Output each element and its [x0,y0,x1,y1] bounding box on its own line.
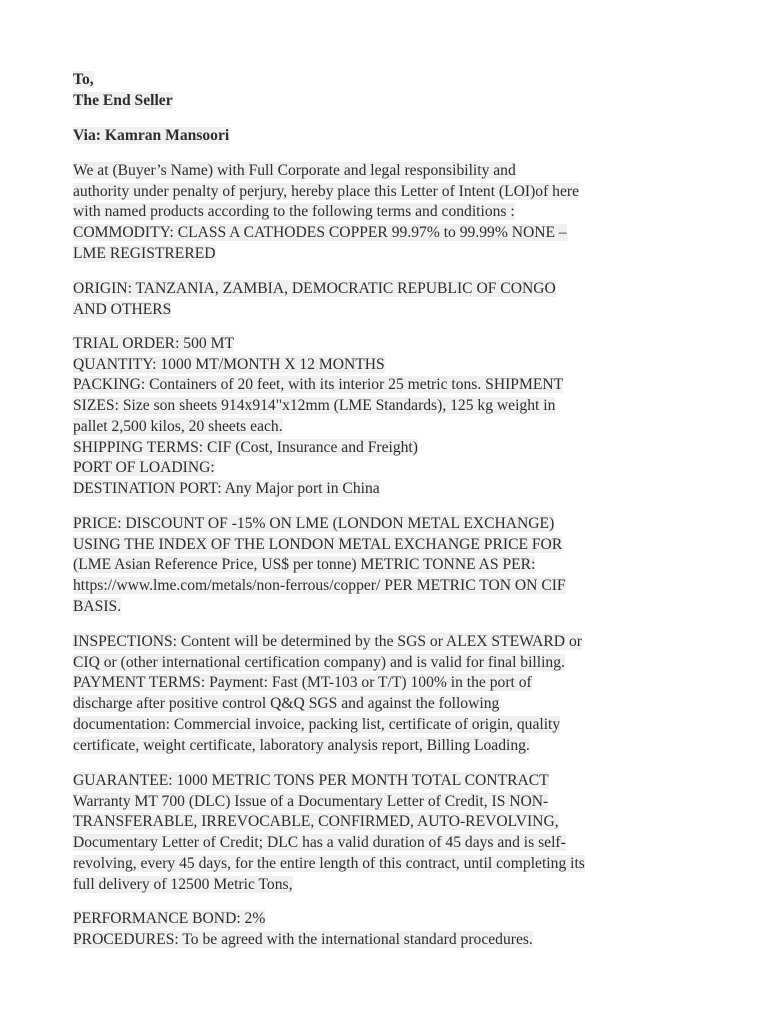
via-line [73,126,695,147]
text-line: https://www.lme.com/metals/non-ferrous/copper/ PER METRIC TON ON CIF [73,577,566,595]
text-line: full delivery of 12500 Metric Tons, [73,875,293,893]
text-line: certificate, weight certificate, laboratory analysis report, Billing Loading. [73,736,530,754]
text-line: PAYMENT TERMS: Payment: Fast (MT-103 or T/T) 100% in the port of [73,674,532,692]
text-line: INSPECTIONS: Content will be determined by the SGS or ALEX STEWARD or [73,633,582,650]
salutation [73,70,695,111]
text-line: ORIGIN: TANZANIA, ZAMBIA, DEMOCRATIC REPUBLIC OF CONGO [73,280,556,297]
via-text: Via: Kamran Mansoori [73,127,230,144]
text-line: GUARANTEE: 1000 METRIC TONS PER MONTH TOTAL CONTRACT [73,772,549,789]
text-line: revolving, every 45 days, for the entire length of this contract, until completing its [73,854,585,872]
text-line: DESTINATION PORT: Any Major port in China [73,479,380,497]
text-line: authority under penalty of perjury, hereby place this Letter of Intent (LOI)of here [73,182,580,200]
paragraph-guarantee [73,771,695,895]
text-line: CIQ or (other international certification company) and is valid for final billing. [73,653,565,671]
text-line: LME REGISTRERED [73,244,216,262]
text-line: with named products according to the following terms and conditions : [73,203,515,221]
text-line: We at (Buyer’s Name) with Full Corporate and legal responsibility and [73,162,516,179]
paragraph-bond-procedures [73,909,695,950]
text-line: USING THE INDEX OF THE LONDON METAL EXCHANGE PRICE FOR [73,535,563,553]
paragraph-origin [73,279,695,320]
text-line: QUANTITY: 1000 MT/MONTH X 12 MONTHS [73,355,385,373]
text-line: discharge after positive control Q&Q SGS and against the following [73,695,500,713]
paragraph-intro-commodity [73,161,695,265]
paragraph-inspections-payment [73,632,695,756]
text-line: TRIAL ORDER: 500 MT [73,335,234,352]
text-line: COMMODITY: CLASS A CATHODES COPPER 99.97% to 99.99% NONE – [73,224,567,242]
text-line: (LME Asian Reference Price, US$ per tonne) METRIC TONNE AS PER: [73,556,536,574]
text-line: PRICE: DISCOUNT OF -15% ON LME (LONDON METAL EXCHANGE) [73,515,555,532]
text-line: PERFORMANCE BOND: 2% [73,910,266,927]
text-line: SIZES: Size son sheets 914x914"x12mm (LME Standards), 125 kg weight in [73,397,556,415]
text-line: AND OTHERS [73,300,172,318]
text-line: Documentary Letter of Credit; DLC has a valid duration of 45 days and is self- [73,834,566,852]
paragraph-price [73,514,695,618]
text-line: TRANSFERABLE, IRREVOCABLE, CONFIRMED, AUTO-REVOLVING, [73,813,559,831]
salutation-to: To, [73,71,94,88]
text-line: SHIPPING TERMS: CIF (Cost, Insurance and Freight) [73,438,418,456]
text-line: documentation: Commercial invoice, packing list, certificate of origin, quality [73,715,561,733]
text-line: pallet 2,500 kilos, 20 sheets each. [73,417,283,435]
text-line: PACKING: Containers of 20 feet, with its interior 25 metric tons. SHIPMENT [73,376,564,394]
salutation-recipient: The End Seller [73,91,173,109]
text-line: PROCEDURES: To be agreed with the international standard procedures. [73,930,533,948]
paragraph-order-terms [73,334,695,500]
text-line: Warranty MT 700 (DLC) Issue of a Documentary Letter of Credit, IS NON- [73,792,549,810]
text-line: PORT OF LOADING: [73,459,215,477]
text-line: BASIS. [73,597,122,615]
